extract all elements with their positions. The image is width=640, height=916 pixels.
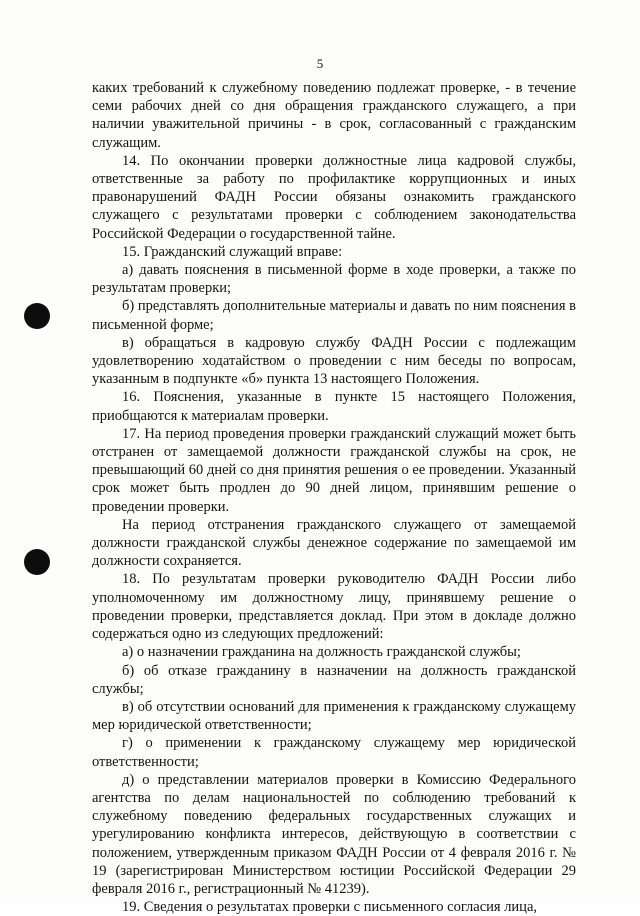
paragraph-item-16: 16. Пояснения, указанные в пункте 15 настоящего Положения, приобщаются к материалам проверки. — [92, 389, 576, 424]
paragraph-item-15a: а) давать пояснения в письменной форме в ходе проверки, а также по результатам проверки; — [92, 262, 576, 297]
paragraph-item-18: 18. По результатам проверки руководителю ФАДН России либо уполномоченному им должностному лицу, принявшему решение о проведении проверки, представляется доклад. При этом в докладе должно содержаться одно из следующих предложений: — [92, 571, 576, 643]
paragraph-item-17-part2: На период отстранения гражданского служащего от замещаемой должности гражданской службы денежное содержание по замещаемой им должности сохраняется. — [92, 516, 576, 570]
paragraph-item-18c: в) об отсутствии оснований для применения к гражданскому служащему мер юридической ответственности; — [92, 698, 576, 734]
paragraph-item-14: 14. По окончании проверки должностные лица кадровой службы, ответственные за работу по профилактике коррупционных и иных правонарушений ФАДН России обязаны ознакомить гражданского служащего с результатами проверки с соблюдением законодательства Российской Федерации о государственной тайне. — [92, 152, 576, 242]
paragraph-item-15b: б) представлять дополнительные материалы и давать по ним пояснения в письменной форме; — [92, 298, 576, 333]
page-number: 5 — [316, 56, 324, 71]
paragraph-item-15c: в) обращаться в кадровую службу ФАДН России с подлежащим удовлетворению ходатайством о проведении с ним беседы по вопросам, указанным в подпункте «б» пункта 13 настоящего Положения. — [92, 334, 576, 388]
paragraph-item-19: 19. Сведения о результатах проверки с письменного согласия лица, — [122, 899, 538, 916]
binder-hole-top — [24, 303, 50, 329]
paragraph-item-15: 15. Гражданский служащий вправе: — [122, 243, 343, 260]
paragraph-item-18e: д) о представлении материалов проверки в Комиссию Федерального агентства по делам национальностей по соблюдению требований к служебному поведению федеральных государственных служащих и урегулированию конфликта интересов, действующую в соответствии с положением, утвержденным приказом ФАДН России от 4 февраля 2016 г. № 19 (зарегистрирован Министерством юстиции Российской Федерации 29 февраля 2016 г., регистрационный № 41239). — [92, 771, 576, 897]
paragraph-item-18a: а) о назначении гражданина на должность гражданской службы; — [122, 644, 521, 661]
document-body — [92, 79, 576, 916]
paragraph-continuation: каких требований к служебному поведению подлежат проверке, - в течение семи рабочих дней со дня обращения гражданского служащего, а при наличии уважительной причины - в срок, согласованный с гражданским служащим. — [92, 80, 576, 151]
paragraph-item-17: 17. На период проведения проверки гражданский служащий может быть отстранен от замещаемой должности гражданской службы на срок, не превышающий 60 дней со дня принятия решения о ее проведении. Указанный срок может быть продлен до 90 дней лицом, принявшим решение о проведении проверки. — [92, 425, 576, 515]
paragraph-item-18d: г) о применении к гражданскому служащему мер юридической ответственности; — [92, 735, 576, 770]
paragraph-item-18b: б) об отказе гражданину в назначении на должность гражданской службы; — [92, 662, 576, 697]
binder-hole-bottom — [24, 549, 50, 575]
